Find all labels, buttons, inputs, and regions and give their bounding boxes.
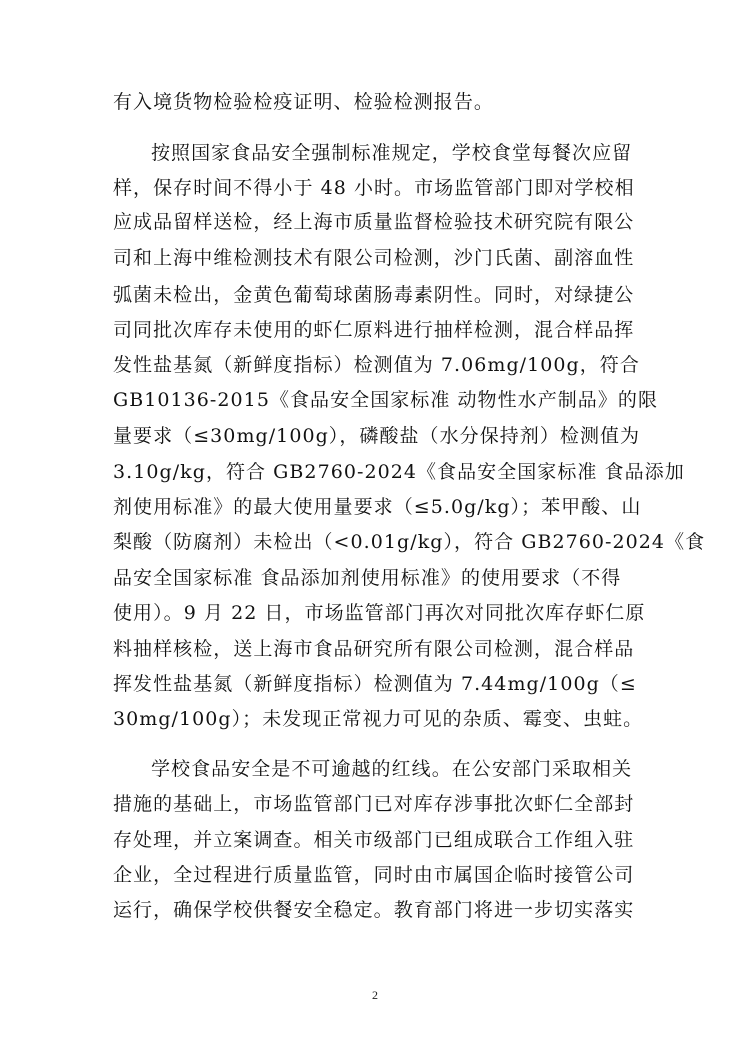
text-line: 弧菌未检出，金黄色葡萄球菌肠毒素阴性。同时，对绿捷公 [113, 284, 635, 306]
text-line: 30mg/100g）；未发现正常视力可见的杂质、霉变、虫蛀。 [113, 708, 644, 730]
text-line: 按照国家食品安全强制标准规定，学校食堂每餐次应留 [151, 142, 633, 164]
text-line: 运行，确保学校供餐安全稳定。教育部门将进一步切实落实 [113, 899, 635, 921]
text-line: 发性盐基氮（新鲜度指标）检测值为 7.06mg/100g，符合 [113, 354, 640, 376]
text-line: 挥发性盐基氮（新鲜度指标）检测值为 7.44mg/100g（≤ [113, 673, 637, 695]
text-line: 司同批次库存未使用的虾仁原料进行抽样检测，混合样品挥 [113, 319, 635, 341]
text-line: 有入境货物检验检疫证明、检验检测报告。 [113, 91, 494, 113]
text-line: 料抽样核检，送上海市食品研究所有限公司检测，混合样品 [113, 638, 635, 660]
page-number: 2 [372, 988, 378, 1002]
text-line: 企业，全过程进行质量监管，同时由市属国企临时接管公司 [113, 864, 635, 886]
text-line: 3.10g/kg，符合 GB2760-2024《食品安全国家标准 食品添加 [113, 461, 685, 483]
text-line: GB10136-2015《食品安全国家标准 动物性水产制品》的限 [113, 389, 658, 411]
text-line: 存处理，并立案调查。相关市级部门已组成联合工作组入驻 [113, 829, 635, 851]
text-line: 司和上海中维检测技术有限公司检测，沙门氏菌、副溶血性 [113, 247, 635, 269]
text-line: 量要求（≤30mg/100g），磷酸盐（水分保持剂）检测值为 [113, 425, 641, 447]
text-line: 梨酸（防腐剂）未检出（<0.01g/kg），符合 GB2760-2024《食 [113, 531, 706, 553]
text-line: 学校食品安全是不可逾越的红线。在公安部门采取相关 [151, 758, 633, 780]
text-line: 样，保存时间不得小于 48 小时。市场监管部门即对学校相 [113, 177, 635, 199]
text-line: 使用）。9 月 22 日，市场监管部门再次对同批次库存虾仁原 [113, 602, 646, 624]
text-line: 措施的基础上，市场监管部门已对库存涉事批次虾仁全部封 [113, 793, 635, 815]
text-line: 应成品留样送检，经上海市质量监督检验技术研究院有限公 [113, 211, 635, 233]
text-line: 品安全国家标准 食品添加剂使用标准》的使用要求（不得 [113, 567, 622, 589]
text-line: 剂使用标准》的最大使用量要求（≤5.0g/kg）；苯甲酸、山 [113, 496, 642, 518]
